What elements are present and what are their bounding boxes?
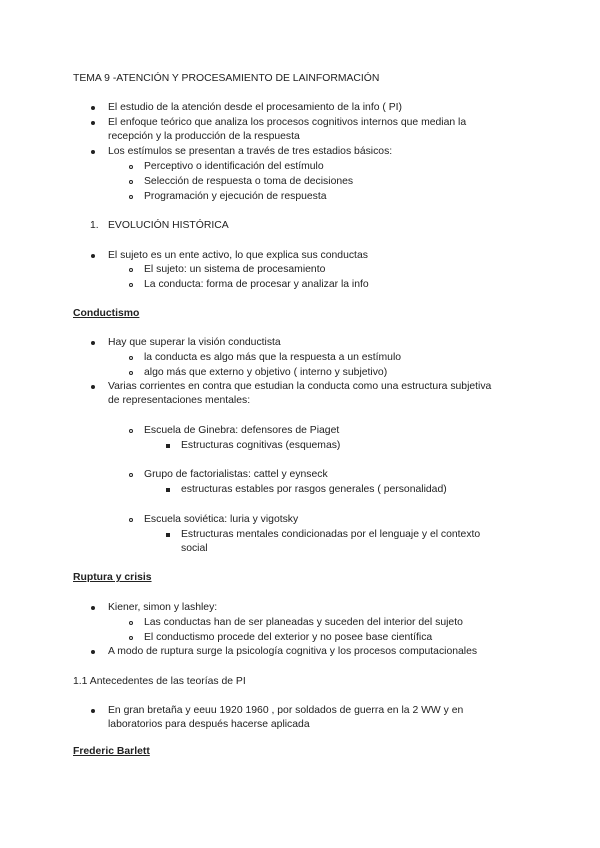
section-heading-conductismo: Conductismo xyxy=(73,308,140,319)
list-subsubitem: estructuras estables por rasgos generales ( personalidad) xyxy=(181,484,447,495)
list-item: Hay que superar la visión conductista xyxy=(108,337,281,348)
bullet-square xyxy=(166,488,170,492)
list-item-continuation: recepción y la producción de la respuesta xyxy=(108,131,300,142)
bullet-dot xyxy=(91,385,95,389)
list-subitem: algo más que externo y objetivo ( interno y subjetivo) xyxy=(144,367,388,378)
bullet-dot xyxy=(91,606,95,610)
bullet-circle xyxy=(129,518,133,522)
list-subitem: Escuela de Ginebra: defensores de Piaget xyxy=(144,425,340,436)
list-item-continuation: de representaciones mentales: xyxy=(108,395,251,406)
bullet-circle xyxy=(129,195,133,199)
bullet-circle xyxy=(129,283,133,287)
bullet-dot xyxy=(91,254,95,258)
list-item: El estudio de la atención desde el procesamiento de la info ( PI) xyxy=(108,102,403,113)
bullet-dot xyxy=(91,106,95,110)
bullet-dot xyxy=(91,150,95,154)
bullet-dot xyxy=(91,650,95,654)
subsection-heading: 1.1 Antecedentes de las teorías de PI xyxy=(73,676,246,687)
list-subsubitem-continuation: social xyxy=(181,543,208,554)
section-heading-ruptura: Ruptura y crisis xyxy=(73,572,152,583)
bullet-square xyxy=(166,533,170,537)
bullet-dot xyxy=(91,121,95,125)
list-item: Kiener, simon y lashley: xyxy=(108,602,218,613)
bullet-circle xyxy=(129,429,133,433)
bullet-circle xyxy=(129,621,133,625)
list-subsubitem: Estructuras cognitivas (esquemas) xyxy=(181,440,341,451)
section-heading-barlett: Frederic Barlett xyxy=(73,746,150,757)
list-item-continuation: laboratorios para después hacerse aplicada xyxy=(108,719,310,730)
list-subsubitem: Estructuras mentales condicionadas por el lenguaje y el contexto xyxy=(181,529,481,540)
list-item: A modo de ruptura surge la psicología cognitiva y los procesos computacionales xyxy=(108,646,478,657)
list-subitem: El conductismo procede del exterior y no posee base científica xyxy=(144,632,433,643)
list-item: Varias corrientes en contra que estudian la conducta como una estructura subjetiva xyxy=(108,381,492,392)
list-subitem: Selección de respuesta o toma de decisiones xyxy=(144,176,354,187)
bullet-dot xyxy=(91,709,95,713)
list-subitem: Programación y ejecución de respuesta xyxy=(144,191,327,202)
page-title: TEMA 9 -ATENCIÓN Y PROCESAMIENTO DE LAINFORMACIÓN xyxy=(73,73,380,84)
bullet-square xyxy=(166,444,170,448)
list-item: En gran bretaña y eeuu 1920 1960 , por soldados de guerra en la 2 WW y en xyxy=(108,705,464,716)
bullet-circle xyxy=(129,473,133,477)
list-item: El sujeto es un ente activo, lo que explica sus conductas xyxy=(108,250,368,261)
list-subitem: Perceptivo o identificación del estímulo xyxy=(144,161,324,172)
bullet-circle xyxy=(129,356,133,360)
bullet-dot xyxy=(91,341,95,345)
list-subitem: La conducta: forma de procesar y analizar la info xyxy=(144,279,369,290)
section-heading: EVOLUCIÓN HISTÓRICA xyxy=(108,220,229,231)
bullet-circle xyxy=(129,165,133,169)
list-subitem: Escuela soviética: luria y vigotsky xyxy=(144,514,299,525)
bullet-circle xyxy=(129,268,133,272)
section-number: 1. xyxy=(90,220,99,231)
bullet-circle xyxy=(129,371,133,375)
list-item: Los estímulos se presentan a través de tres estadios básicos: xyxy=(108,146,393,157)
list-subitem: Grupo de factorialistas: cattel y eynseck xyxy=(144,469,328,480)
bullet-circle xyxy=(129,180,133,184)
bullet-circle xyxy=(129,636,133,640)
list-subitem: la conducta es algo más que la respuesta a un estímulo xyxy=(144,352,402,363)
list-item: El enfoque teórico que analiza los procesos cognitivos internos que median la xyxy=(108,117,467,128)
list-subitem: El sujeto: un sistema de procesamiento xyxy=(144,264,326,275)
list-subitem: Las conductas han de ser planeadas y suceden del interior del sujeto xyxy=(144,617,463,628)
